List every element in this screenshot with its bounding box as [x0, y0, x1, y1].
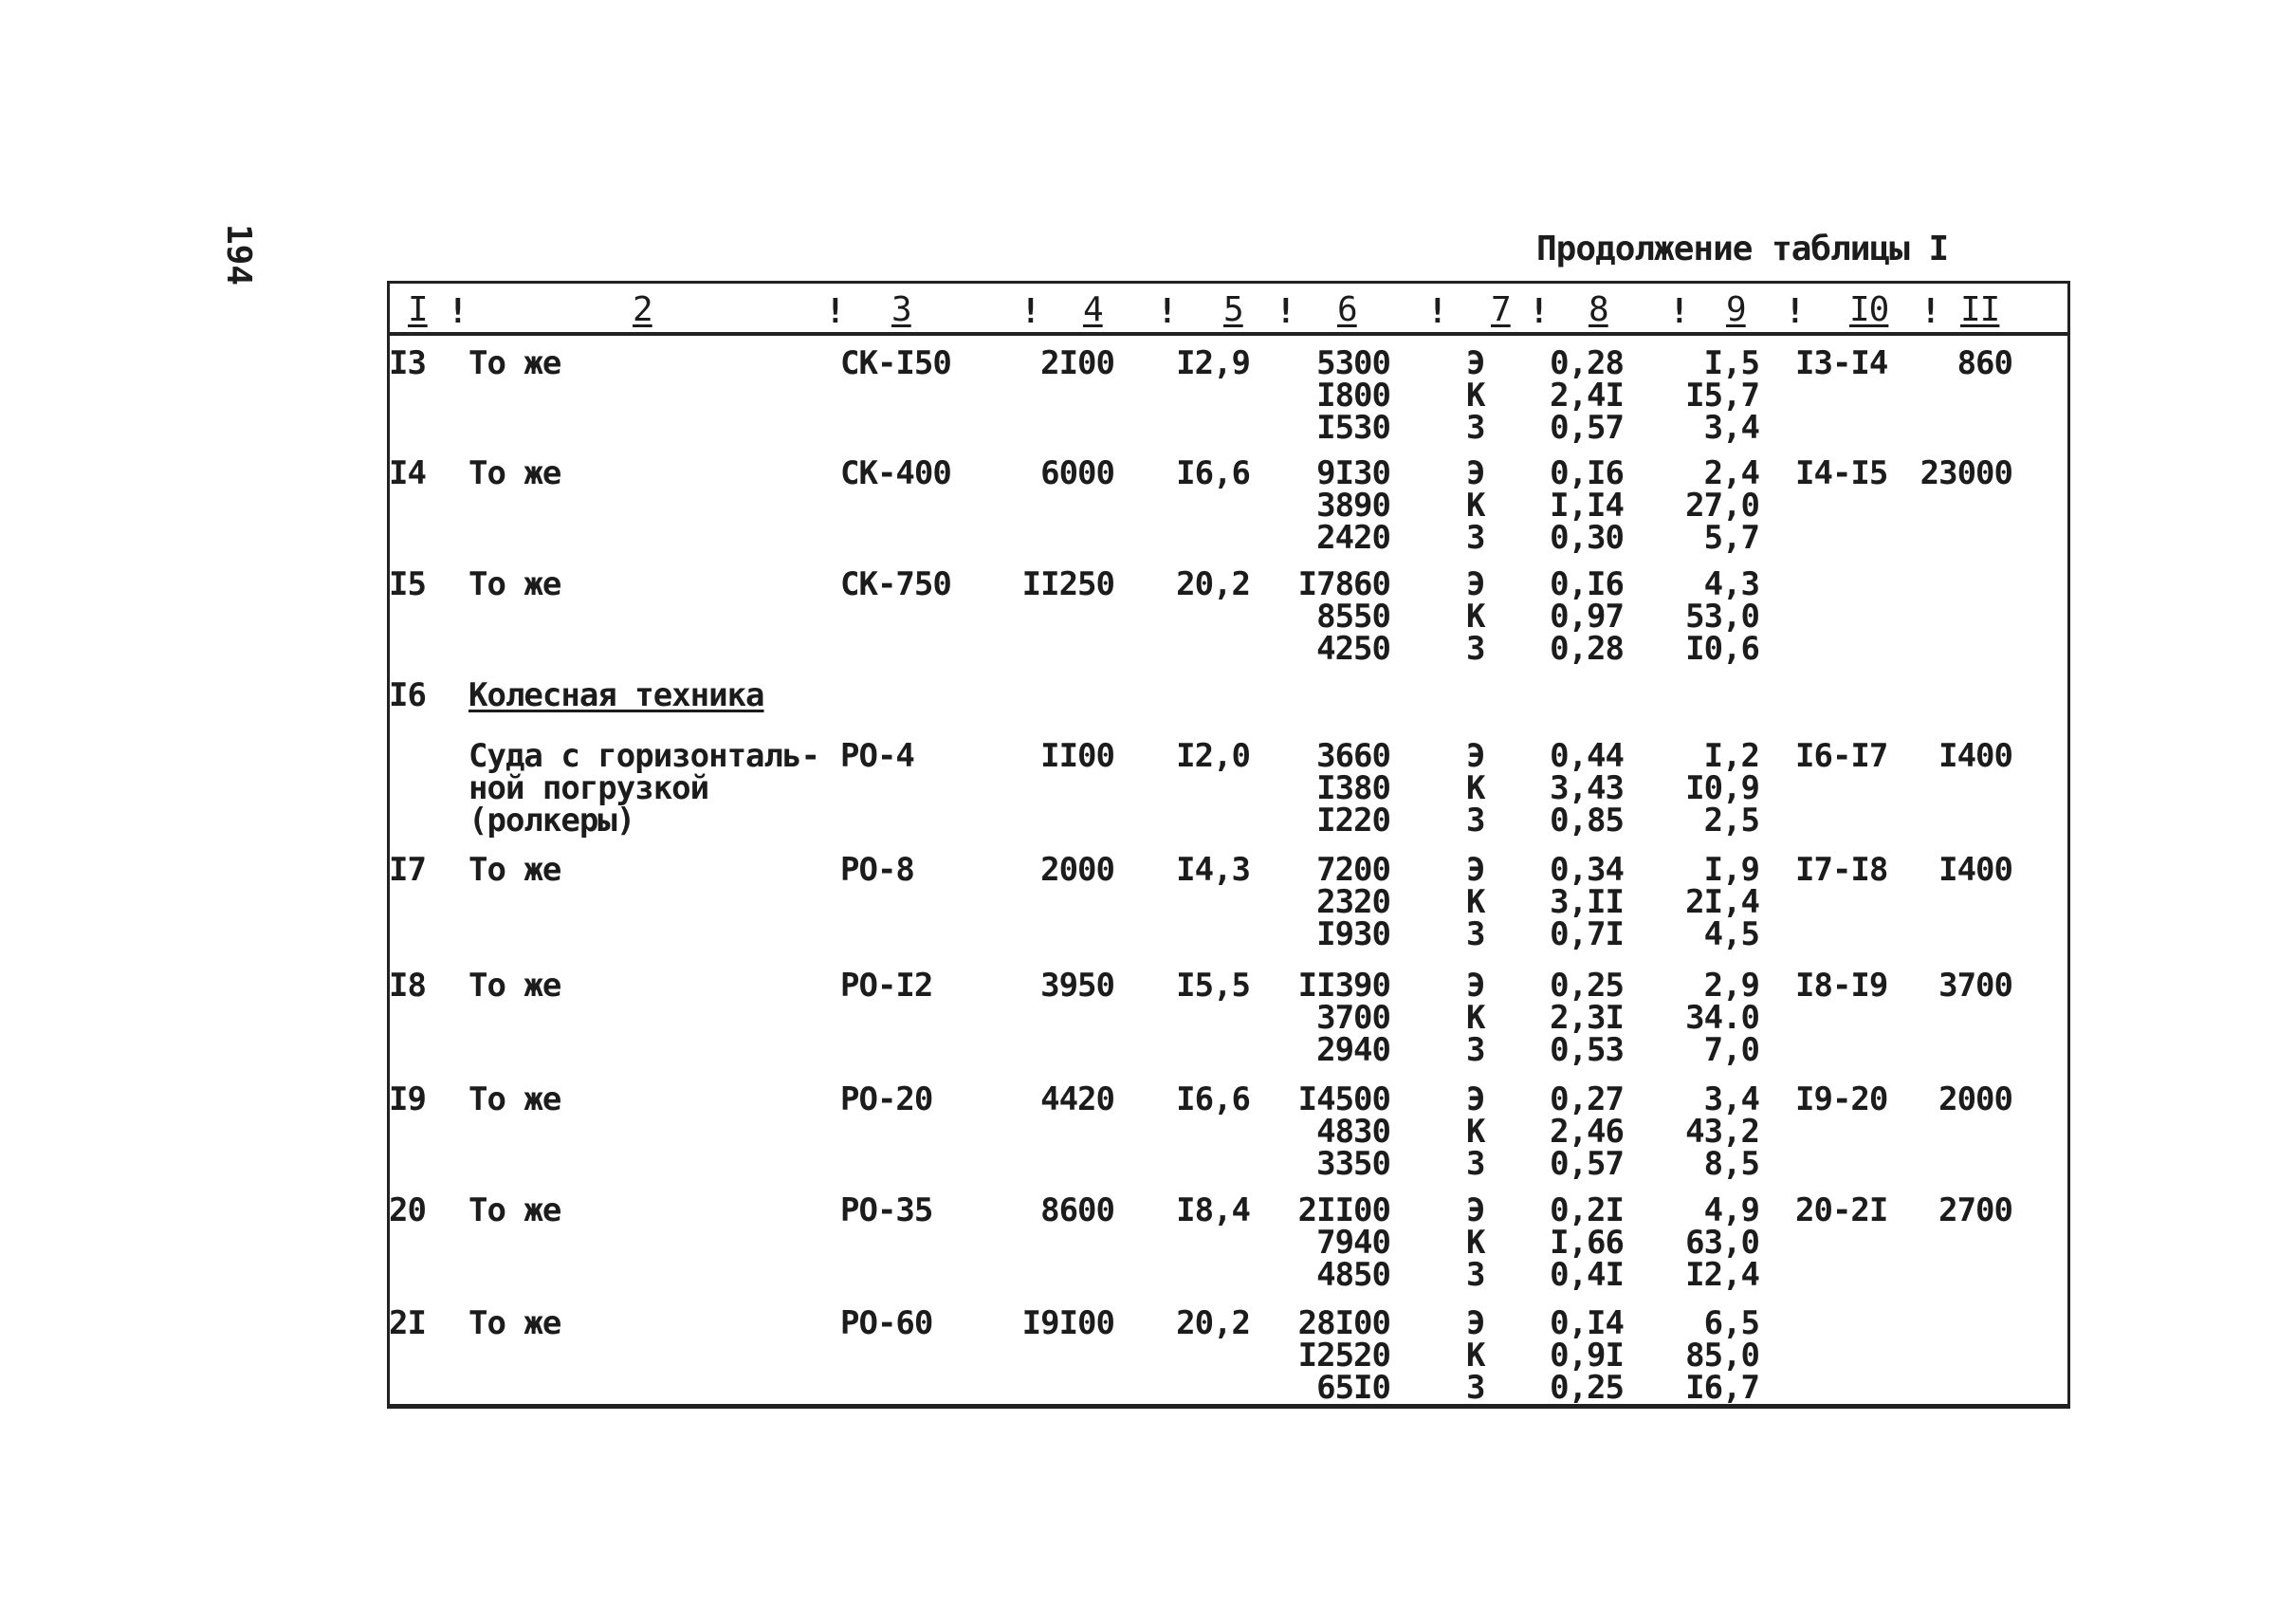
row-number: 20 [389, 1191, 426, 1229]
cell-type: РО-60 [840, 1304, 933, 1342]
cell-c8: 0,25 [1550, 1369, 1624, 1407]
cell-c9: I0,9 [1685, 769, 1759, 807]
cell-type: РО-35 [840, 1191, 933, 1229]
cell-c7: К [1466, 487, 1485, 525]
column-separator: ! [1020, 292, 1041, 331]
cell-c7: З [1466, 1256, 1485, 1294]
cell-type: РО-20 [840, 1080, 933, 1118]
header-rule [387, 332, 2070, 336]
cell-c4: 2000 [1040, 851, 1114, 889]
cell-c6: 7940 [1316, 1224, 1390, 1262]
cell-c6: 3890 [1316, 487, 1390, 525]
cell-c7: Э [1466, 1304, 1485, 1342]
cell-c7: К [1466, 1337, 1485, 1375]
cell-c7: Э [1466, 344, 1485, 382]
cell-c8: I,I4 [1550, 487, 1624, 525]
column-separator: ! [1276, 292, 1296, 331]
cell-c4: 4420 [1040, 1080, 1114, 1118]
cell-c7: З [1466, 915, 1485, 953]
cell-type: СК-750 [840, 565, 951, 603]
cell-c6: I800 [1316, 377, 1390, 415]
cell-type: СК-I50 [840, 344, 951, 382]
cell-c8: 0,4I [1550, 1256, 1624, 1294]
column-header-11: II [1960, 290, 2000, 329]
cell-c9: I,2 [1703, 737, 1759, 775]
cell-c6: 2940 [1316, 1031, 1390, 1069]
column-separator: ! [825, 292, 846, 331]
column-separator: ! [1157, 292, 1178, 331]
cell-c7: К [1466, 377, 1485, 415]
cell-c9: 4,5 [1703, 915, 1759, 953]
column-header-9: 9 [1726, 290, 1746, 329]
cell-c4: II00 [1040, 737, 1114, 775]
cell-c5: I2,0 [1176, 737, 1250, 775]
cell-c11: I400 [1938, 737, 2012, 775]
cell-c11: 860 [1956, 344, 2012, 382]
cell-c7: З [1466, 519, 1485, 557]
cell-c8: 0,I6 [1550, 565, 1624, 603]
cell-c10: I6-I7 [1795, 737, 1888, 775]
cell-c9: I2,4 [1685, 1256, 1759, 1294]
cell-c7: Э [1466, 851, 1485, 889]
row-number: 2I [389, 1304, 426, 1342]
cell-c5: I6,6 [1176, 1080, 1250, 1118]
cell-c11: 2700 [1938, 1191, 2012, 1229]
cell-c5: I2,9 [1176, 344, 1250, 382]
cell-c8: 0,57 [1550, 409, 1624, 447]
cell-c4: 2I00 [1040, 344, 1114, 382]
cell-c6: 2II00 [1297, 1191, 1390, 1229]
row-number: I5 [389, 565, 426, 603]
cell-type: РО-4 [840, 737, 914, 775]
cell-c7: Э [1466, 454, 1485, 492]
cell-c6: II390 [1297, 967, 1390, 1005]
cell-c9: 3,4 [1703, 1080, 1759, 1118]
cell-c8: 0,30 [1550, 519, 1624, 557]
cell-c10: I9-20 [1795, 1080, 1888, 1118]
section-heading: Колесная техника [468, 676, 764, 714]
cell-c8: 0,I6 [1550, 454, 1624, 492]
cell-c8: 0,28 [1550, 630, 1624, 668]
cell-c6: 3350 [1316, 1145, 1390, 1183]
cell-c7: Э [1466, 737, 1485, 775]
cell-type: РО-I2 [840, 967, 933, 1005]
cell-c8: 2,4I [1550, 377, 1624, 415]
cell-c8: 0,53 [1550, 1031, 1624, 1069]
cell-c7: К [1466, 1224, 1485, 1262]
cell-c8: 0,I4 [1550, 1304, 1624, 1342]
cell-c9: 2,5 [1703, 802, 1759, 840]
cell-c9: I5,7 [1685, 377, 1759, 415]
cell-c4: 3950 [1040, 967, 1114, 1005]
cell-c4: 8600 [1040, 1191, 1114, 1229]
cell-c7: Э [1466, 565, 1485, 603]
cell-c8: 0,7I [1550, 915, 1624, 953]
cell-c9: I,5 [1703, 344, 1759, 382]
cell-c9: 27,0 [1685, 487, 1759, 525]
column-header-2: 2 [633, 290, 652, 329]
cell-c6: 7200 [1316, 851, 1390, 889]
row-number: I4 [389, 454, 426, 492]
cell-c9: 6,5 [1703, 1304, 1759, 1342]
cell-c6: 9I30 [1316, 454, 1390, 492]
cell-c9: 2I,4 [1685, 883, 1759, 921]
column-separator: ! [1529, 292, 1550, 331]
cell-c7: З [1466, 1145, 1485, 1183]
cell-c6: 3700 [1316, 999, 1390, 1037]
item-name: То же [468, 454, 561, 492]
item-name: То же [468, 1304, 561, 1342]
column-separator: ! [1920, 292, 1941, 331]
cell-c9: I,9 [1703, 851, 1759, 889]
cell-c7: К [1466, 769, 1485, 807]
cell-c6: 4850 [1316, 1256, 1390, 1294]
item-name: ной погрузкой [468, 769, 709, 807]
cell-c6: I2520 [1297, 1337, 1390, 1375]
cell-c9: 63,0 [1685, 1224, 1759, 1262]
row-number: I3 [389, 344, 426, 382]
column-header-6: 6 [1337, 290, 1357, 329]
cell-c9: 53,0 [1685, 598, 1759, 636]
cell-c9: I0,6 [1685, 630, 1759, 668]
cell-c9: 2,9 [1703, 967, 1759, 1005]
cell-c8: 0,25 [1550, 967, 1624, 1005]
cell-c7: З [1466, 1031, 1485, 1069]
cell-c9: 34.0 [1685, 999, 1759, 1037]
row-number: I6 [389, 676, 426, 714]
cell-c5: 20,2 [1176, 1304, 1250, 1342]
cell-c10: I4-I5 [1795, 454, 1888, 492]
cell-c6: 4830 [1316, 1113, 1390, 1151]
cell-c5: I8,4 [1176, 1191, 1250, 1229]
cell-c10: I7-I8 [1795, 851, 1888, 889]
cell-c9: I6,7 [1685, 1369, 1759, 1407]
column-header-8: 8 [1589, 290, 1608, 329]
cell-c6: I380 [1316, 769, 1390, 807]
cell-c11: 23000 [1919, 454, 2012, 492]
cell-c7: Э [1466, 967, 1485, 1005]
cell-c6: 65I0 [1316, 1369, 1390, 1407]
cell-c6: I4500 [1297, 1080, 1390, 1118]
cell-c7: Э [1466, 1191, 1485, 1229]
cell-type: РО-8 [840, 851, 914, 889]
cell-c8: 0,57 [1550, 1145, 1624, 1183]
cell-c9: 85,0 [1685, 1337, 1759, 1375]
column-separator: ! [1669, 292, 1690, 331]
cell-c5: I4,3 [1176, 851, 1250, 889]
cell-c9: 8,5 [1703, 1145, 1759, 1183]
page-number: 194 [219, 224, 258, 286]
cell-c5: 20,2 [1176, 565, 1250, 603]
cell-c6: 3660 [1316, 737, 1390, 775]
cell-c6: 8550 [1316, 598, 1390, 636]
cell-c8: 2,3I [1550, 999, 1624, 1037]
cell-c8: 0,44 [1550, 737, 1624, 775]
table-caption: Продолжение таблицы I [1536, 230, 1949, 268]
column-header-10: I0 [1849, 290, 1889, 329]
cell-type: СК-400 [840, 454, 951, 492]
cell-c9: 2,4 [1703, 454, 1759, 492]
cell-c8: 3,43 [1550, 769, 1624, 807]
cell-c8: 0,85 [1550, 802, 1624, 840]
item-name: То же [468, 344, 561, 382]
cell-c4: I9I00 [1021, 1304, 1114, 1342]
cell-c6: 28I00 [1297, 1304, 1390, 1342]
cell-c6: 2420 [1316, 519, 1390, 557]
cell-c5: I5,5 [1176, 967, 1250, 1005]
cell-c6: 5300 [1316, 344, 1390, 382]
cell-c6: I7860 [1297, 565, 1390, 603]
cell-c8: 0,97 [1550, 598, 1624, 636]
cell-c6: 2320 [1316, 883, 1390, 921]
column-header-1: I [408, 290, 428, 329]
cell-c10: I8-I9 [1795, 967, 1888, 1005]
cell-c8: 0,27 [1550, 1080, 1624, 1118]
cell-c7: З [1466, 802, 1485, 840]
cell-c7: К [1466, 999, 1485, 1037]
column-separator: ! [448, 292, 468, 331]
column-separator: ! [1785, 292, 1806, 331]
item-name: Суда с горизонталь- [468, 737, 819, 775]
cell-c9: 3,4 [1703, 409, 1759, 447]
cell-c7: З [1466, 1369, 1485, 1407]
cell-c8: 2,46 [1550, 1113, 1624, 1151]
cell-c9: 7,0 [1703, 1031, 1759, 1069]
cell-c6: I220 [1316, 802, 1390, 840]
cell-c9: 5,7 [1703, 519, 1759, 557]
item-name: То же [468, 851, 561, 889]
cell-c7: К [1466, 1113, 1485, 1151]
cell-c9: 4,9 [1703, 1191, 1759, 1229]
item-name: (ролкеры) [468, 802, 635, 840]
cell-c9: 4,3 [1703, 565, 1759, 603]
cell-c8: 0,2I [1550, 1191, 1624, 1229]
cell-c7: К [1466, 598, 1485, 636]
cell-c11: 3700 [1938, 967, 2012, 1005]
cell-c8: 0,28 [1550, 344, 1624, 382]
column-separator: ! [1427, 292, 1448, 331]
item-name: То же [468, 967, 561, 1005]
cell-c4: 6000 [1040, 454, 1114, 492]
item-name: То же [468, 1080, 561, 1118]
cell-c7: Э [1466, 1080, 1485, 1118]
cell-c9: 43,2 [1685, 1113, 1759, 1151]
cell-c7: К [1466, 883, 1485, 921]
cell-c8: 3,II [1550, 883, 1624, 921]
cell-c8: 0,34 [1550, 851, 1624, 889]
cell-c7: З [1466, 630, 1485, 668]
cell-c8: 0,9I [1550, 1337, 1624, 1375]
column-header-4: 4 [1083, 290, 1103, 329]
cell-c11: 2000 [1938, 1080, 2012, 1118]
cell-c10: I3-I4 [1795, 344, 1888, 382]
row-number: I9 [389, 1080, 426, 1118]
cell-c10: 20-2I [1795, 1191, 1888, 1229]
item-name: То же [468, 1191, 561, 1229]
cell-c6: 4250 [1316, 630, 1390, 668]
cell-c7: З [1466, 409, 1485, 447]
cell-c6: I530 [1316, 409, 1390, 447]
row-number: I7 [389, 851, 426, 889]
column-header-7: 7 [1491, 290, 1511, 329]
cell-c8: I,66 [1550, 1224, 1624, 1262]
cell-c11: I400 [1938, 851, 2012, 889]
item-name: То же [468, 565, 561, 603]
cell-c4: II250 [1021, 565, 1114, 603]
row-number: I8 [389, 967, 426, 1005]
column-header-5: 5 [1223, 290, 1243, 329]
column-header-3: 3 [891, 290, 911, 329]
cell-c5: I6,6 [1176, 454, 1250, 492]
cell-c6: I930 [1316, 915, 1390, 953]
